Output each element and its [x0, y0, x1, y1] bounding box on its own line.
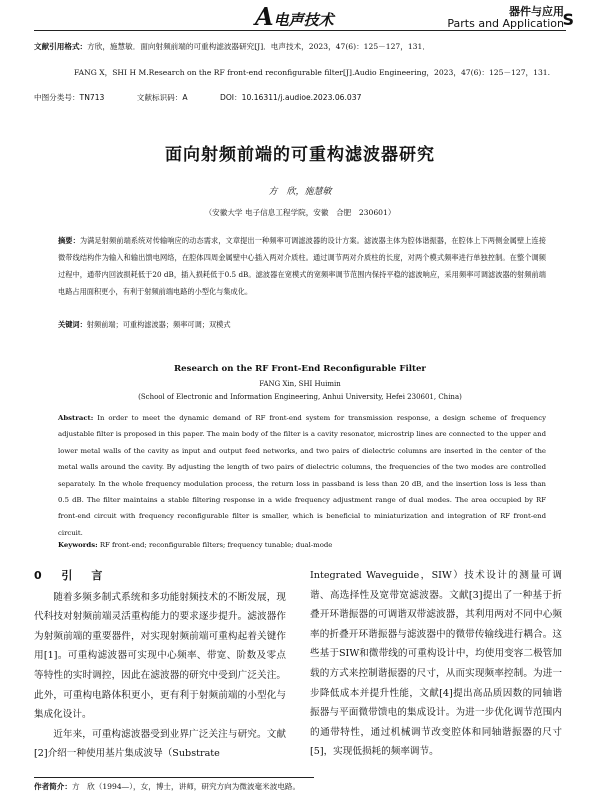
body-left-column — [34, 566, 286, 764]
section-heading — [447, 6, 564, 30]
title-en: Research on the RF Front-End Reconfigurable Filter — [174, 364, 426, 374]
citation-cn — [34, 40, 574, 54]
keywords-en-text: RF front-end; reconfigurable filters; frequency tunable; dual-mode — [99, 541, 333, 549]
keywords-cn-text: 射频前端；可重构滤波器；频率可调；双模式 — [86, 320, 231, 329]
abstract-en-label: Abstract: — [58, 414, 94, 422]
keywords-en-label: Keywords: — [58, 541, 98, 549]
journal-logo-mark: A — [255, 2, 274, 31]
affiliation-en: (School of Electronic and Information Engineering, Anhui University, Hefei 230601, China) — [138, 393, 462, 401]
journal-logo — [255, 2, 334, 31]
footnote-text: 方 欣（1994—），女，博士，讲师，研究方向为微波毫米波电路。 — [71, 782, 301, 791]
authors-cn: 方 欣，施慧敏 — [268, 187, 332, 197]
document-code: 文献标识码：A — [136, 93, 188, 102]
keywords-cn-label: 关键词： — [58, 320, 87, 329]
abstract-en — [58, 410, 546, 541]
page-title: 面向射频前端的可重构滤波器研究 — [165, 145, 435, 165]
page-mark: S — [562, 10, 574, 29]
citation-en: FANG X，SHI H M.Research on the RF front-end reconfigurable filter[J].Audio Engineering，2023，47(6)：125－127，131. — [74, 68, 551, 77]
body-paragraph: Integrated Waveguide，SIW）技术设计的测量可调谐、高选择性及宽带宽滤波器。文献[3]提出了一种基于折叠开环谐振器的可调谐双带滤波器，其利用两对不同中心频率的折叠开环谐振器与滤波器中的微带传输线进行耦合。这些基于SIW和微带线的可重构设计中，均使用变容二极管加载的方式来控制谐振器的尺寸，从而实现频率控制。为进一步降低成本并提升性能，文献[4]提出高品质因数的同轴谐振器与平面微带馈电的集成设计。为进一步优化调节范围内的通带特性，通过机械调节改变腔体和同轴谐振器的尺寸[5]，实现低损耗的频率调节。 — [310, 570, 562, 758]
header-divider — [34, 30, 566, 31]
abstract-en-text: In order to meet the dynamic demand of RF front-end system for transmission response, a design scheme of frequency adjustable filter is proposed in this paper. The main body of the filter is a cavity resonator, microstrip lines are connected to the upper and lower metal walls of the cavity as input and output feed networks, and two pairs of dielectric columns are inserted in the center of the metal walls around the cavity. By adjusting the length of two pairs of dielectric columns, the frequencies of the two modes are controlled separately. In the whole frequency modulation process, the return loss in passband is less than 20 dB, and the insertion loss is less than 0.5 dB. The filter maintains a stable filtering response in a wide frequency adjustment range of dual modes. The area occupied by RF front-end circuit with frequency reconfigurable filter is smaller, which is beneficial to miniaturization and integration of RF front-end circuit. — [58, 414, 546, 537]
doi: DOI：10.16311/j.audioe.2023.06.037 — [219, 93, 362, 102]
section-heading-en: Parts and Application — [447, 17, 564, 30]
body-right-column — [310, 566, 562, 762]
authors-en: FANG Xin, SHI Huimin — [259, 380, 341, 388]
abstract-cn — [58, 232, 546, 300]
section-title: 引 言 — [61, 569, 107, 582]
section-heading-intro — [34, 566, 286, 586]
keywords-en — [58, 541, 546, 549]
body-paragraph: 近年来，可重构滤波器受到业界广泛关注与研究。文献[2]介绍一种使用基片集成波导（Substrate — [34, 728, 286, 760]
body-paragraph: 随着多频多制式系统和多功能射频技术的不断发展，现代科技对射频前端灵活重构能力的要求逐步提升。滤波器作为射频前端的重要器件，对实现射频前端可重构起着关键作用[1]。可重构滤波器可实现中心频率、带宽、阶数及零点等特性的实时调控，因此在滤波器的研究中受到广泛关注。此外，可重构电路体积更小，更有利于射频前端的小型化与集成化设计。 — [34, 591, 286, 721]
author-footnote — [34, 781, 574, 792]
citation-text-cn: 方欣，施慧敏．面向射频前端的可重构滤波器研究[J]．电声技术，2023，47(6)：125－127，131． — [87, 42, 430, 51]
journal-logo-text: 电声技术 — [273, 11, 334, 29]
footnote-divider — [34, 777, 314, 778]
citation-label: 文献引用格式： — [34, 42, 88, 51]
affiliation-cn: （安徽大学 电子信息工程学院，安徽 合肥 230601） — [204, 208, 396, 217]
clc-number: 中图分类号：TN713 — [34, 93, 105, 102]
article-meta — [34, 92, 574, 103]
section-number: 0 — [34, 569, 46, 582]
abstract-cn-text: 为满足射频前端系统对传输响应的动态需求，文章提出一种频率可调滤波器的设计方案。滤波器主体为腔体谐振器，在腔体上下两侧金属壁上连接微带线结构作为输入和输出馈电网络，在腔体四周金属壁中心插入两对介质柱。通过调节两对介质柱的长度，对两个模式频率进行单独控制。在整个调频过程中，通带内回波损耗低于20 dB，插入损耗低于0.5 dB。滤波器在宽模式的宽频率调节范围内保持平稳的滤波响应，采用频率可调滤波器的射频前端电路占用面积更小，有利于射频前端电路的小型化与集成化。 — [58, 236, 546, 296]
section-heading-cn: 器件与应用 — [509, 5, 564, 18]
keywords-cn — [58, 320, 546, 330]
abstract-cn-label: 摘要： — [58, 236, 80, 245]
footnote-label: 作者简介： — [34, 782, 72, 791]
